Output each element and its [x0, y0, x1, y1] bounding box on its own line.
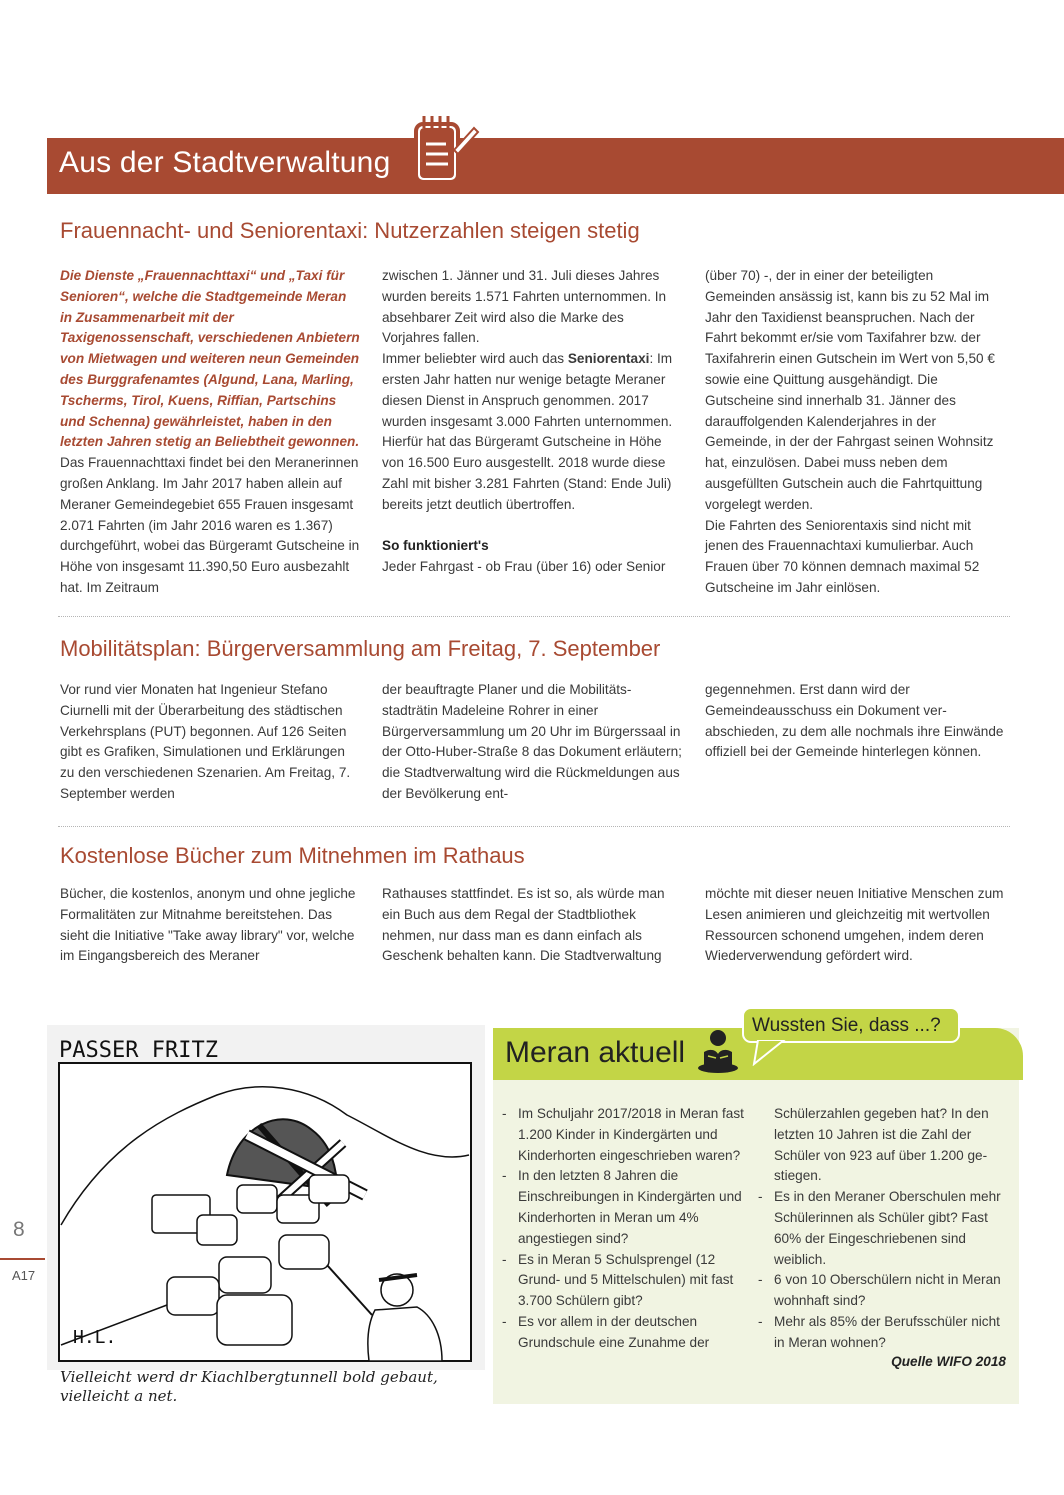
- article3-column-2: Rathauses stattfindet. Es ist so, als würde man ein Buch aus dem Regal der Stadtbliothek nehmen, nur dass man es dann einfach als Geschenk behalten kann. Die Stadtverwaltung: [382, 886, 665, 964]
- article1-col2-p2: [382, 349, 682, 515]
- article3-column-3: möchte mit dieser neuen Initiative Menschen zum Lesen animieren und gleichzeitig mit wertvollen Ressourcen schonend umgehen, indem deren Wiederverwendung gefördert wird.: [705, 886, 1004, 964]
- seniorentaxi-bold: Seniorentaxi: [567, 351, 650, 367]
- article1-col3-p1: (über 70) -, der in einer der beteiligten Gemeinden ansässig ist, kann bis zu 52 Mal im Jahr den Taxidienst beanspruchen. Nach der Fahrt bekommt er/sie vom Taxifahrer bzw. der Taxifahrerin einen Gutschein im Wert von 5,50 € sowie eine Quittung ausgehändigt. Die Gutscheine sind innerhalb 31. Jänner des darauffolgenden Kalenderjahres in der Gemeinde, in der der Fahrgast seinen Wohnsitz hat, einzulösen. Dabei muss neben dem ausgefüllten Gutschein auch die Fahrtquittung vorgelegt werden.: [705, 268, 995, 512]
- article1-col1-body: Das Frauennachttaxi findet bei den Meranerinnen großen Anklang. Im Jahr 2017 haben allein auf Meraner Gemeindegebiet 655 Frauen insgesamt 2.071 Fahrten (im Jahr 2016 waren es 1.367) durchgeführt, wobei das Bürgeramt Gutscheine in Höhe von insgesamt 11.390,50 Euro ausbezahlt hat. Im Zeitraum: [60, 455, 360, 595]
- fact-item: - Es in den Meraner Oberschulen mehr Schülerinnen als Schüler gibt? Fast 60% der Eingeschriebenen sind weiblich.: [758, 1187, 1008, 1270]
- article1-column-1: [60, 266, 360, 599]
- fact-item: - Es vor allem in der deutschen Grundschule eine Zunahme der: [502, 1312, 752, 1354]
- article2-column-3: gegennehmen. Erst dann wird der Gemeindeausschuss ein Dokument verabschieden, zu dem alle nochmals ihre Einwände offiziell bei der Gemeinde hinterlegen können.: [705, 682, 1004, 760]
- cartoon-title: PASSER FRITZ: [59, 1038, 218, 1063]
- page-code: A17: [12, 1268, 36, 1283]
- article-title-books: Kostenlose Bücher zum Mitnehmen im Rathaus: [60, 843, 525, 868]
- article-title-taxi: Frauennacht- und Seniorentaxi: Nutzerzahlen steigen stetig: [60, 218, 640, 243]
- article1-column-2: [382, 266, 682, 578]
- cartoon-signature: H.L.: [73, 1327, 117, 1348]
- article1-subhead: So funktioniert's: [382, 538, 489, 554]
- fact-item: - 6 von 10 Oberschülern nicht in Meran wohnhaft sind?: [758, 1270, 1008, 1312]
- fact-item-continued: Schülerzahlen gegeben hat? In den letzten 10 Jahren ist die Zahl der Schüler von 923 auf über 1.200 gestiegen.: [774, 1106, 989, 1184]
- page-number-rule: [0, 1258, 45, 1260]
- section-divider: [58, 616, 1010, 617]
- facts-list-left: [502, 1104, 752, 1354]
- speech-bubble-tail-icon: [752, 1040, 790, 1066]
- meran-aktuell-title: Meran aktuell: [505, 1036, 686, 1069]
- fact-item: - Im Schuljahr 2017/2018 in Meran fast 1.200 Kinder in Kindergärten und Kinderhorten eingeschrieben waren?: [502, 1104, 752, 1166]
- page-number: 8: [13, 1218, 25, 1241]
- cartoon-illustration: [47, 1025, 485, 1370]
- article1-column-3: [705, 266, 1005, 599]
- text-span: : Im ersten Jahr hatten nur wenige betagte Meraner diesen Dienst in Anspruch genommen. 2017 wurden insgesamt 3.000 Fahrten unternommen. Hierfür hat das Bürgeramt Gutscheine in Höhe von 16.500 Euro ausgestellt. 2018 wurde diese Zahl mit bisher 3.281 Fahrten (Stand: Ende Juli) bereits jetzt deutlich übertroffen.: [382, 351, 673, 512]
- article1-col2-p1: zwischen 1. Jänner und 31. Juli dieses Jahres wurden bereits 1.571 Fahrten unternommen. In absehbarer Zeit wird also die Marke des Vorjahres fallen.: [382, 268, 667, 346]
- section-divider: [58, 826, 1010, 827]
- notepad-pencil-icon: [408, 110, 480, 190]
- bubble-text: Wussten Sie, dass ...?: [752, 1015, 941, 1036]
- fact-item: - Mehr als 85% der Berufsschüler nicht in Meran wohnen?: [758, 1312, 1008, 1354]
- section-title: Aus der Stadtverwaltung: [59, 146, 391, 179]
- article1-col3-p2: Die Fahrten des Seniorentaxis sind nicht mit jenen des Frauennachtaxi kumulierbar. Auch Frauen über 70 können demnach maximal 52 Gutscheine im Jahr einlösen.: [705, 517, 980, 595]
- text-span: Immer beliebter wird auch das: [382, 351, 568, 367]
- article1-lead: Die Dienste „Frauennachttaxi“ und „Taxi für Senioren“, welche die Stadtgemeinde Meran in Zusammenarbeit mit der Taxigenossenschaft, verschiedenen Anbietern von Mietwagen und weiteren neun Gemeinden des Burggrafenamtes (Algund, Lana, Marling, Tscherms, Tirol, Kuens, Riffian, Partschins und Schenna) gewährleistet, haben in den letzten Jahren stetig an Beliebtheit gewonnen.: [60, 268, 360, 450]
- reader-icon: [696, 1028, 740, 1074]
- article2-column-2: der beauftragte Planer und die Mobilitätsstadträtin Madeleine Rohrer in einer Bürgerversammlung um 20 Uhr im Bürgerssaal in der Otto-Huber-Straße 8 das Dokument erläutern; die Stadtverwaltung wird die Rückmeldungen aus der Bevölkerung ent-: [382, 682, 682, 801]
- source-note: Quelle WIFO 2018: [891, 1354, 1006, 1369]
- facts-list-right: [758, 1104, 1008, 1354]
- article1-col2-p3: Jeder Fahrgast - ob Frau (über 16) oder Senior: [382, 559, 666, 575]
- did-you-know-bubble: [742, 1007, 960, 1043]
- article3-column-1: Bücher, die kostenlos, anonym und ohne jegliche Formalitäten zur Mitnahme bereitstehen. Das sieht die Initiative "Take away library" vor, welche im Eingangsbereich des Meraner: [60, 886, 356, 964]
- tunnel-cartoon-drawing: [47, 1025, 485, 1370]
- section-banner: [47, 138, 1064, 194]
- article2-column-1: Vor rund vier Monaten hat Ingenieur Stefano Ciurnelli mit der Überarbeitung des städtischen Verkehrsplans (PUT) begonnen. Auf 126 Seiten gibt es Grafiken, Simulationen und Erklärungen zu den verschiedenen Szenarien. Am Freitag, 7. September werden: [60, 682, 351, 801]
- fact-item: - Es in Meran 5 Schulsprengel (12 Grund- und 5 Mittelschulen) mit fast 3.700 Schülern gibt?: [502, 1250, 752, 1312]
- fact-item: - In den letzten 8 Jahren die Einschreibungen in Kindergärten und Kinderhorten in Meran um 4% angestiegen sind?: [502, 1166, 752, 1249]
- cartoon-caption: Vielleicht werd dr Kiachlbergtunnell bold gebaut, vielleicht a net.: [60, 1368, 438, 1405]
- article-title-mobility: Mobilitätsplan: Bürgerversammlung am Freitag, 7. September: [60, 636, 661, 661]
